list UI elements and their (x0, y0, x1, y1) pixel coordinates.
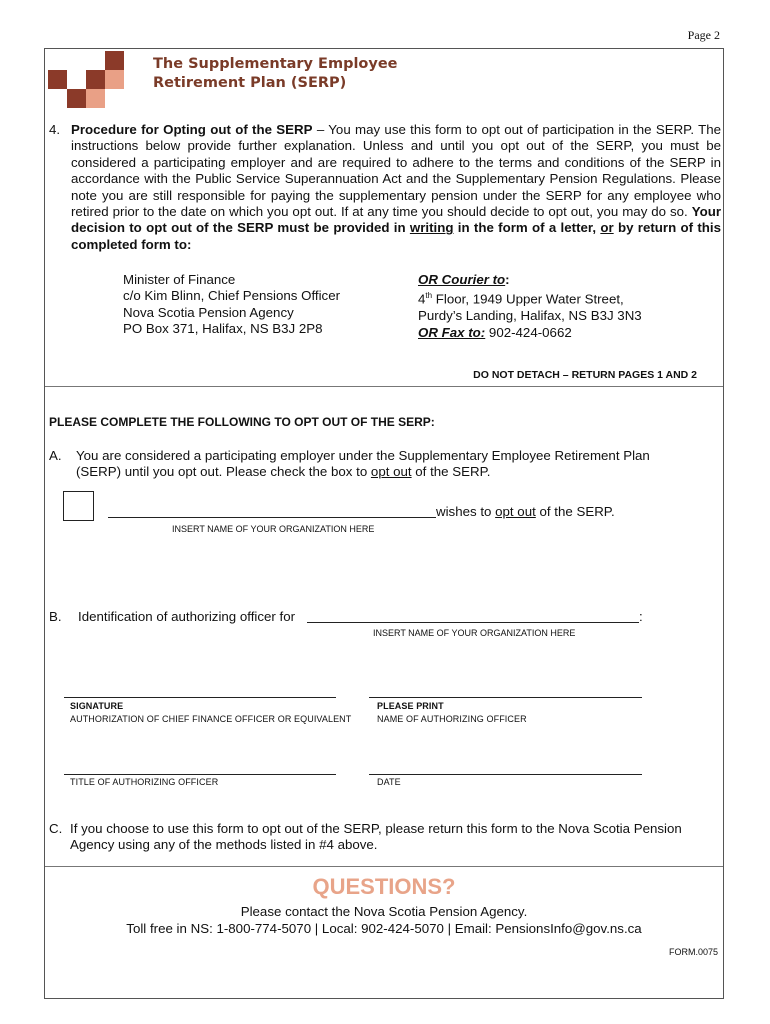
courier-colon: : (505, 272, 510, 287)
print-label-block (377, 701, 527, 724)
form-title-line2: Retirement Plan (SERP) (153, 75, 347, 91)
section-4-bold-c: by return of this completed form to: (71, 220, 721, 252)
courier-city: Purdy’s Landing, Halifax, NS B3J 3N3 (418, 308, 642, 324)
organization-name-field[interactable] (108, 517, 436, 518)
section-c-letter: C. (49, 821, 63, 836)
complete-heading: PLEASE COMPLETE THE FOLLOWING TO OPT OUT OF THE SERP: (49, 415, 435, 429)
fax-number: 902-424-0662 (485, 324, 572, 340)
form-title-line1: The Supplementary Employee (153, 56, 398, 72)
section-4-or: or (600, 220, 614, 236)
courier-street: Floor, 1949 Upper Water Street, (432, 291, 624, 307)
section-a-opt-out: opt out (370, 464, 412, 480)
section-4-bold-a: Your decision to opt out of the SERP must be provided in (71, 204, 721, 236)
divider (45, 866, 723, 867)
questions-heading: QUESTIONS? (312, 874, 456, 899)
section-4-bold-b: in the form of a letter, (453, 220, 601, 236)
print-name-field[interactable] (369, 697, 642, 698)
section-4-paragraph (49, 122, 721, 253)
section-b-colon: : (639, 609, 643, 624)
courier-address (418, 272, 642, 341)
section-c-line2: Agency using any of the methods listed in #4 above. (70, 837, 378, 853)
page-number: Page 2 (687, 28, 720, 42)
form-code: FORM.0075 (668, 947, 718, 957)
section-a-line2b: of the SERP. (411, 464, 491, 480)
section-a-line2a: (SERP) until you opt out. Please check the box to (76, 464, 371, 480)
section-a-line1: You are considered a participating employer under the Supplementary Employee Retirement Plan (76, 448, 650, 463)
contact-line2: Toll free in NS: 1-800-774-5070 | Local: 902-424-5070 | Email: PensionsInfo@gov.ns.ca (126, 921, 642, 936)
mail-address (123, 272, 340, 338)
detach-notice: DO NOT DETACH – RETURN PAGES 1 AND 2 (473, 369, 697, 381)
officer-title-field[interactable] (64, 774, 336, 775)
signature-sublabel: AUTHORIZATION OF CHIEF FINANCE OFFICER OR EQUIVALENT (70, 714, 352, 724)
opt-out-checkbox[interactable] (63, 491, 94, 521)
wishes-opt-out: opt out (495, 504, 536, 519)
fax-label: OR Fax to: (418, 324, 486, 340)
org-name-caption: INSERT NAME OF YOUR ORGANIZATION HERE (172, 524, 375, 534)
mail-address-line: c/o Kim Blinn, Chief Pensions Officer (123, 288, 341, 304)
agency-logo (48, 50, 138, 108)
signature-label: SIGNATURE (70, 701, 124, 711)
print-label: PLEASE PRINT (377, 701, 444, 711)
date-label: DATE (377, 777, 401, 787)
courier-floor-number: 4 (418, 291, 426, 307)
section-4-heading: Procedure for Opting out of the SERP (71, 122, 313, 137)
contact-line1: Please contact the Nova Scotia Pension Agency. (240, 904, 528, 919)
mail-address-line: Minister of Finance (123, 272, 236, 287)
section-4-writing: writing (409, 220, 454, 236)
wishes-a: wishes to (436, 504, 496, 519)
org-name-caption-b: INSERT NAME OF YOUR ORGANIZATION HERE (373, 628, 576, 638)
section-b-text: Identification of authorizing officer for (78, 609, 296, 624)
officer-title-label: TITLE OF AUTHORIZING OFFICER (70, 777, 219, 787)
section-b-letter: B. (49, 609, 62, 624)
section-4-text: – You may use this form to opt out of participation in the SERP. The instructions below provide further explanation. Unless and until you opt out of the SERP, you must be considered a participating employer and are required to adhere to the terms and conditions of the SERP in accordance with the Public Service Superannuation Act and the Supplementary Pension Regulations. Please note you are still responsible for paying the supplementary pension under the SERP for any employee who retired prior to the date on which you opt out. If at any time you should decide to opt out, you may do so. (71, 122, 721, 220)
courier-floor-suffix: th (425, 291, 433, 301)
wishes-text (436, 504, 615, 520)
print-sublabel: NAME OF AUTHORIZING OFFICER (377, 714, 527, 724)
date-field[interactable] (369, 774, 642, 775)
mail-address-line: PO Box 371, Halifax, NS B3J 2P8 (123, 321, 323, 337)
wishes-b: of the SERP. (535, 504, 615, 519)
signature-field[interactable] (64, 697, 336, 698)
section-a-text (76, 448, 650, 481)
section-4-number: 4. (49, 122, 61, 137)
courier-heading: OR Courier to (418, 272, 506, 287)
divider (45, 386, 723, 387)
authorizing-organization-field[interactable] (307, 622, 639, 623)
mail-address-line: Nova Scotia Pension Agency (123, 304, 294, 320)
signature-label-block (70, 701, 351, 724)
section-c-text (70, 821, 682, 854)
section-a-letter: A. (49, 448, 62, 463)
section-c-line1: If you choose to use this form to opt out of the SERP, please return this form to the Nova Scotia Pension (70, 821, 682, 836)
